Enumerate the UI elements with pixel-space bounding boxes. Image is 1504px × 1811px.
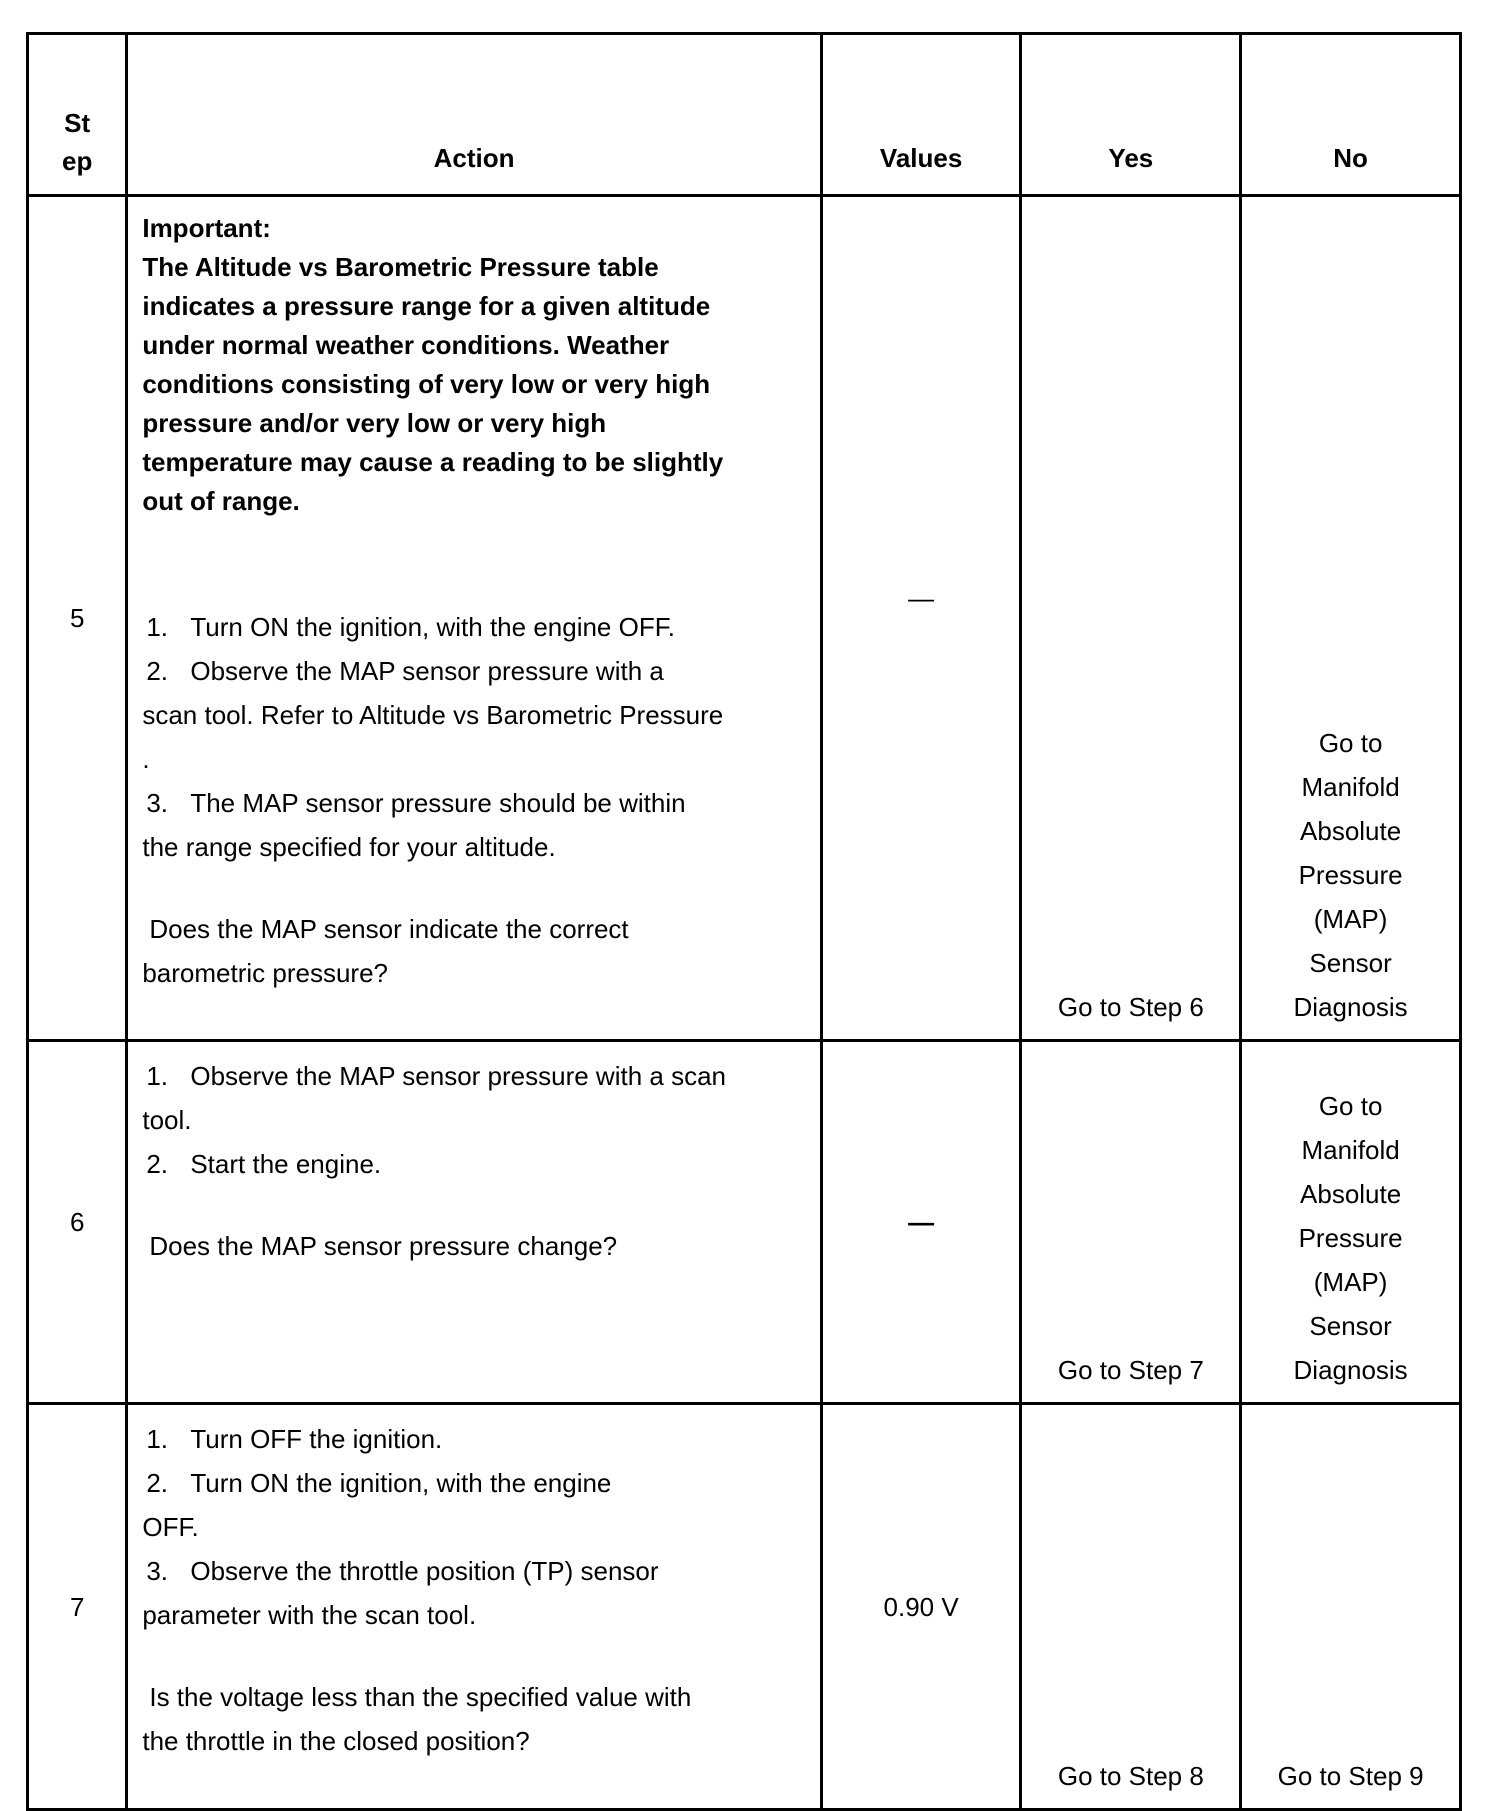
no-cell — [1241, 1041, 1461, 1404]
values-cell — [821, 1041, 1021, 1404]
important-line: under normal weather conditions. Weather — [142, 330, 670, 360]
no-line: Absolute — [1300, 816, 1402, 846]
action-step-item — [142, 1054, 799, 1098]
action-step-item — [142, 1417, 799, 1461]
table-row — [28, 1404, 1461, 1810]
action-continuation: . — [142, 744, 150, 774]
action-cell — [127, 1041, 821, 1404]
no-line: (MAP) — [1313, 1267, 1388, 1297]
value-dash: — — [908, 1207, 935, 1237]
important-note — [142, 209, 799, 521]
no-line: Diagnosis — [1293, 1355, 1408, 1385]
action-continuation: parameter with the scan tool. — [142, 1600, 477, 1630]
item-number: 3. — [146, 788, 169, 818]
item-number: 1. — [146, 1424, 169, 1454]
item-text: Observe the MAP sensor pressure with a scan — [190, 1061, 726, 1091]
item-text: The MAP sensor pressure should be within — [190, 788, 686, 818]
item-text: Turn ON the ignition, with the engine — [190, 1468, 612, 1498]
yes-cell: Go to Step 6 — [1021, 196, 1241, 1041]
item-text: Observe the MAP sensor pressure with a — [190, 656, 664, 686]
item-number: 2. — [146, 1468, 169, 1498]
step-number: 5 — [28, 196, 127, 1041]
important-line: indicates a pressure range for a given altitude — [142, 291, 711, 321]
no-line: Go to — [1318, 1091, 1383, 1121]
values-cell — [821, 196, 1021, 1041]
item-number: 2. — [146, 656, 169, 686]
header-values: Values — [821, 34, 1021, 196]
header-no: No — [1241, 34, 1461, 196]
important-line: The Altitude vs Barometric Pressure table — [142, 252, 659, 282]
action-cell — [127, 196, 821, 1041]
yes-cell: Go to Step 8 — [1021, 1404, 1241, 1810]
no-line: Pressure — [1298, 860, 1403, 890]
action-continuation: tool. — [142, 1105, 192, 1135]
question-line: barometric pressure? — [142, 958, 388, 988]
action-step-item — [142, 1549, 799, 1593]
important-line: pressure and/or very low or very high — [142, 408, 607, 438]
step-number: 7 — [28, 1404, 127, 1810]
item-text: Turn OFF the ignition. — [190, 1424, 443, 1454]
header-step — [28, 34, 127, 196]
no-cell: Go to Step 9 — [1241, 1404, 1461, 1810]
item-text: Observe the throttle position (TP) sensor — [190, 1556, 659, 1586]
header-action: Action — [127, 34, 821, 196]
action-step-item — [142, 649, 799, 693]
item-text: Start the engine. — [190, 1149, 382, 1179]
no-line: Sensor — [1309, 948, 1392, 978]
no-line: Sensor — [1309, 1311, 1392, 1341]
action-step-item — [142, 1142, 799, 1186]
table-row — [28, 196, 1461, 1041]
yes-cell: Go to Step 7 — [1021, 1041, 1241, 1404]
no-line: Manifold — [1301, 1135, 1400, 1165]
action-step-item — [142, 781, 799, 825]
no-line: Manifold — [1301, 772, 1400, 802]
important-title: Important: — [142, 213, 271, 243]
header-yes: Yes — [1021, 34, 1241, 196]
no-line: (MAP) — [1313, 904, 1388, 934]
no-line: Absolute — [1300, 1179, 1402, 1209]
header-step-line2: ep — [62, 146, 93, 176]
action-step-item — [142, 1461, 799, 1505]
item-number: 2. — [146, 1149, 169, 1179]
action-step-item — [142, 605, 799, 649]
item-number: 1. — [146, 612, 169, 642]
question-line: Does the MAP sensor indicate the correct — [149, 914, 629, 944]
no-line: Pressure — [1298, 1223, 1403, 1253]
table-row — [28, 1041, 1461, 1404]
no-line: Diagnosis — [1293, 992, 1408, 1022]
item-number: 3. — [146, 1556, 169, 1586]
important-line: out of range. — [142, 486, 300, 516]
action-continuation: the range specified for your altitude. — [142, 832, 556, 862]
item-text: Turn ON the ignition, with the engine OFF. — [190, 612, 675, 642]
question-line: the throttle in the closed position? — [142, 1726, 530, 1756]
values-cell: 0.90 V — [821, 1404, 1021, 1810]
important-line: conditions consisting of very low or very high — [142, 369, 711, 399]
no-cell — [1241, 196, 1461, 1041]
question-line: Does the MAP sensor pressure change? — [149, 1231, 618, 1261]
action-continuation: OFF. — [142, 1512, 199, 1542]
action-cell — [127, 1404, 821, 1810]
value-dash: — — [908, 583, 935, 613]
step-number: 6 — [28, 1041, 127, 1404]
question-line: Is the voltage less than the specified value with — [149, 1682, 692, 1712]
important-line: temperature may cause a reading to be slightly — [142, 447, 724, 477]
no-line: Go to — [1318, 728, 1383, 758]
diagnostic-table — [26, 32, 1462, 1811]
item-number: 1. — [146, 1061, 169, 1091]
action-continuation: scan tool. Refer to Altitude vs Barometric Pressure — [142, 700, 724, 730]
header-step-line1: St — [64, 108, 91, 138]
table-header-row — [28, 34, 1461, 196]
